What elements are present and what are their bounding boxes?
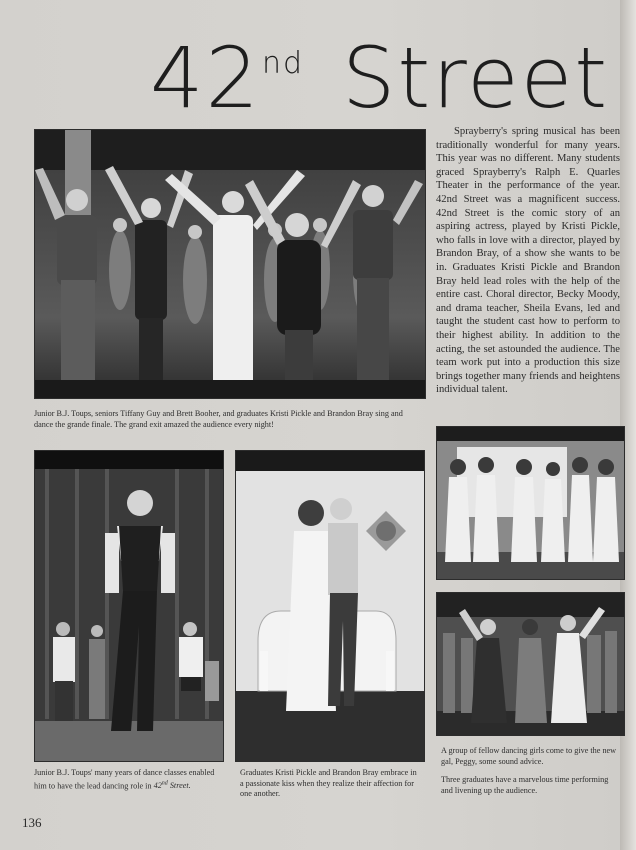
article-body: Sprayberry's spring musical has been traditionally wonderful for many years. This year was no different. Many students graced Sprayberry's Ralph E. Quarles Theater in the performance of the year. 42nd Street was a magnificent success. 42nd Street is the comic story of an aspiring actress, played by Kristi Pickle, who falls in love with a director, played by Brandon Bray, of a show she wants to be in. Graduates Kristi Pickle and Brandon Bray held lead roles with the help of the entire cast. Choral director, Becky Moody, and drama teacher, Sheila Evans, led and taught the student cast how to perform to their highest ability. In addition to the acting, the set astounded the audience. The team work put into a production this size brings together many friends and heightens individual talent.: [436, 126, 620, 396]
title-superscript: nd: [262, 46, 305, 81]
title-number: 42: [150, 29, 261, 127]
graduates-caption: Three graduates have a marvelous time performing and livening up the audience.: [441, 775, 609, 795]
finale-caption: Junior B.J. Toups, seniors Tiffany Guy and Brett Booher, and graduates Kristi Pickle and Brandon Bray sing and dance the grande finale. The grand exit amazed the audience every night!: [34, 409, 403, 429]
dancer-caption-show: [154, 781, 191, 790]
kiss-photo: [235, 450, 425, 762]
dancer-caption-text: Junior B.J. Toups' many years of dance classes enabled him to have the lead dancing role in: [34, 768, 215, 791]
graduates-photo: [436, 592, 625, 736]
dancer-caption-show-tail: Street.: [167, 781, 191, 791]
finale-photo: [34, 129, 426, 399]
dancer-caption-show-number: 42: [153, 781, 162, 791]
page-number: 136: [22, 815, 42, 830]
dancer-caption: [34, 768, 224, 792]
dancer-photo: [34, 450, 224, 762]
title-word: Street: [342, 29, 610, 127]
girls-caption: A group of fellow dancing girls come to give the new gal, Peggy, some sound advice.: [441, 746, 617, 766]
girls-photo: [436, 426, 625, 580]
dancer-caption-show-sup: nd: [161, 780, 168, 787]
kiss-caption: Graduates Kristi Pickle and Brandon Bray embrace in a passionate kiss when they realize their affection for one another.: [240, 768, 417, 799]
page-title: [150, 28, 610, 128]
